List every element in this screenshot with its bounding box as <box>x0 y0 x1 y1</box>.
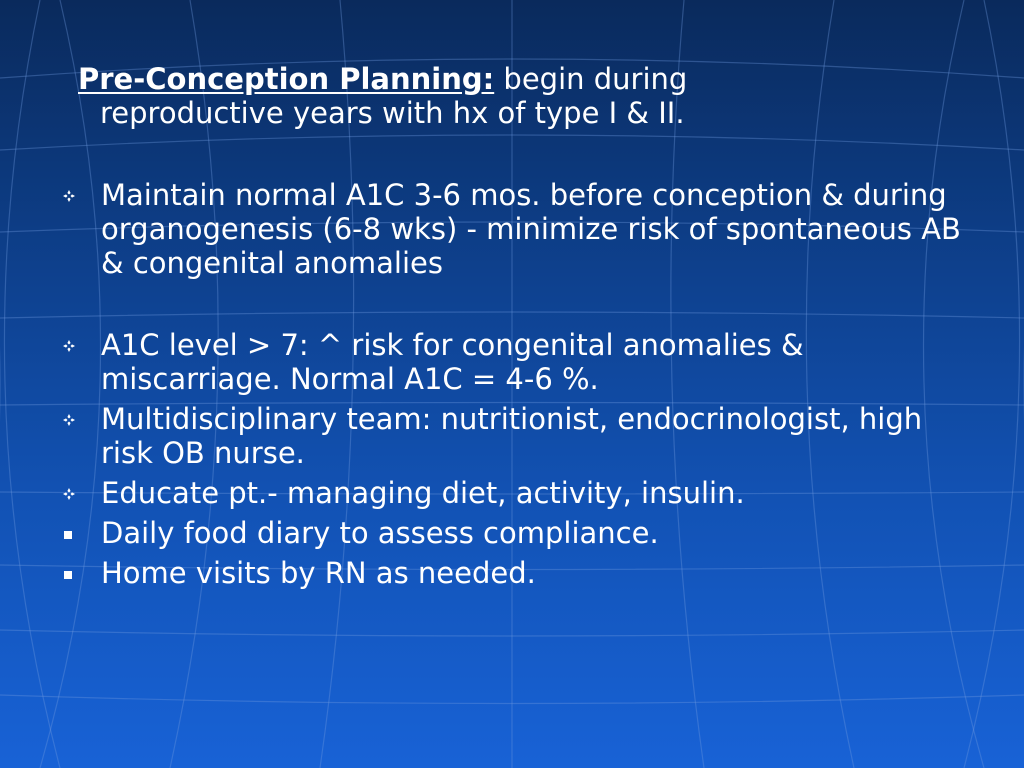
diamond-bullet-icon <box>63 414 75 426</box>
diamond-bullet-icon <box>63 340 75 352</box>
square-bullet-icon <box>64 531 72 539</box>
square-bullet-icon <box>64 571 72 579</box>
list-item <box>60 402 980 470</box>
heading-paragraph <box>78 62 980 130</box>
diamond-bullet-icon <box>63 190 75 202</box>
list-item <box>60 328 980 396</box>
bullet-text: Educate pt.- managing diet, activity, insulin. <box>101 476 745 510</box>
bullet-list <box>60 178 980 590</box>
bullet-text: A1C level > 7: ^ risk for congenital anomalies & miscarriage. Normal A1C = 4-6 %. <box>101 328 804 396</box>
bullet-text: Multidisciplinary team: nutritionist, endocrinologist, high risk OB nurse. <box>101 402 923 470</box>
list-item <box>60 476 980 510</box>
heading-text-line1: begin during <box>494 62 688 96</box>
list-item <box>60 516 980 550</box>
diamond-bullet-icon <box>63 488 75 500</box>
bullet-text: Daily food diary to assess compliance. <box>101 516 659 550</box>
heading-text-line2: reproductive years with hx of type I & II. <box>100 96 685 130</box>
heading-title: Pre-Conception Planning: <box>78 62 495 96</box>
list-item <box>60 556 980 590</box>
slide-content <box>60 62 980 590</box>
list-item <box>60 178 980 280</box>
bullet-text: Maintain normal A1C 3-6 mos. before conception & during organogenesis (6-8 wks) - minimize risk of spontaneous AB & congenital anomalies <box>101 178 961 280</box>
bullet-text: Home visits by RN as needed. <box>101 556 536 590</box>
